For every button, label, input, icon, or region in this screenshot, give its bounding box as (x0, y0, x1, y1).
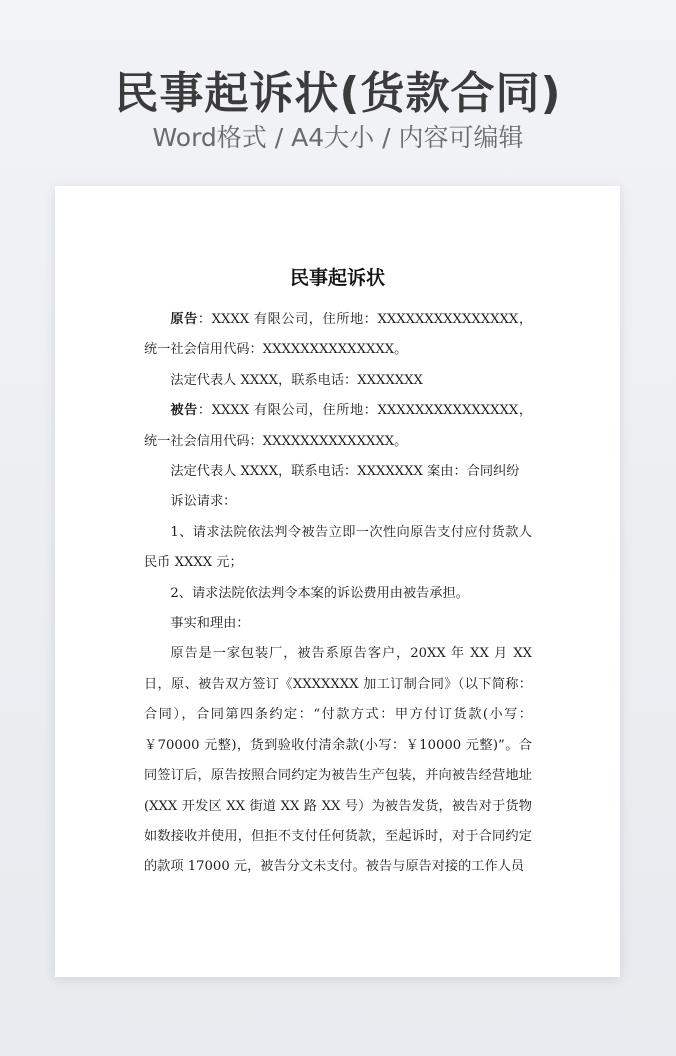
defendant-label: 被告 (170, 403, 198, 419)
defendant-representative: 法定代表人 XXXX，联系电话：XXXXXXX 案由：合同纠纷 (170, 464, 520, 480)
plaintiff-label: 原告 (170, 312, 198, 327)
facts-heading: 事实和理由： (170, 616, 250, 632)
defendant-paragraph (144, 396, 532, 457)
banner-title: 民事起诉状(货款合同) (114, 68, 562, 119)
claims-heading: 诉讼请求： (170, 494, 237, 510)
claim-item-2: 2、请求法院依法判令本案的诉讼费用由被告承担。 (170, 585, 469, 601)
claim-item-1: 1、请求法院依法判令被告立即一次性向原告支付应付货款人民币 XXXX 元； (144, 524, 532, 571)
plaintiff-paragraph (144, 305, 532, 366)
facts-paragraph: 原告是一家包装厂，被告系原告客户，20XX 年 XX 月 XX 日，原、被告双方签订《XXXXXXX 加工订制合同》（以下简称：合同），合同第四条约定：“付款方式：甲方付订货款(小写：￥70000 元整)，货到验收付清余款(小写：￥10000 元整)”。合同签订后，原告按照合同约定为被告生产包装，并向被告经营地址(XXX 开发区 XX 街道 XX 路 XX 号）为被告发货，被告对于货物如数接收并使用，但拒不支付任何货款，至起诉时，对于合同约定的款项 17000 元，被告分文未支付。被告与原告对接的工作人员 (144, 646, 532, 875)
banner-subtitle: Word格式 / A4大小 / 内容可编辑 (152, 123, 524, 152)
document-title: 民事起诉状 (289, 267, 385, 289)
plaintiff-text: ：XXXX 有限公司，住所地：XXXXXXXXXXXXXXX，统一社会信用代码：XXXXXXXXXXXXXX。 (144, 312, 533, 358)
plaintiff-representative: 法定代表人 XXXX，联系电话：XXXXXXX (170, 372, 423, 388)
defendant-text: ：XXXX 有限公司，住所地：XXXXXXXXXXXXXXX，统一社会信用代码：XXXXXXXXXXXXXX。 (144, 403, 533, 449)
document-page (55, 186, 620, 977)
document-body (144, 305, 532, 883)
